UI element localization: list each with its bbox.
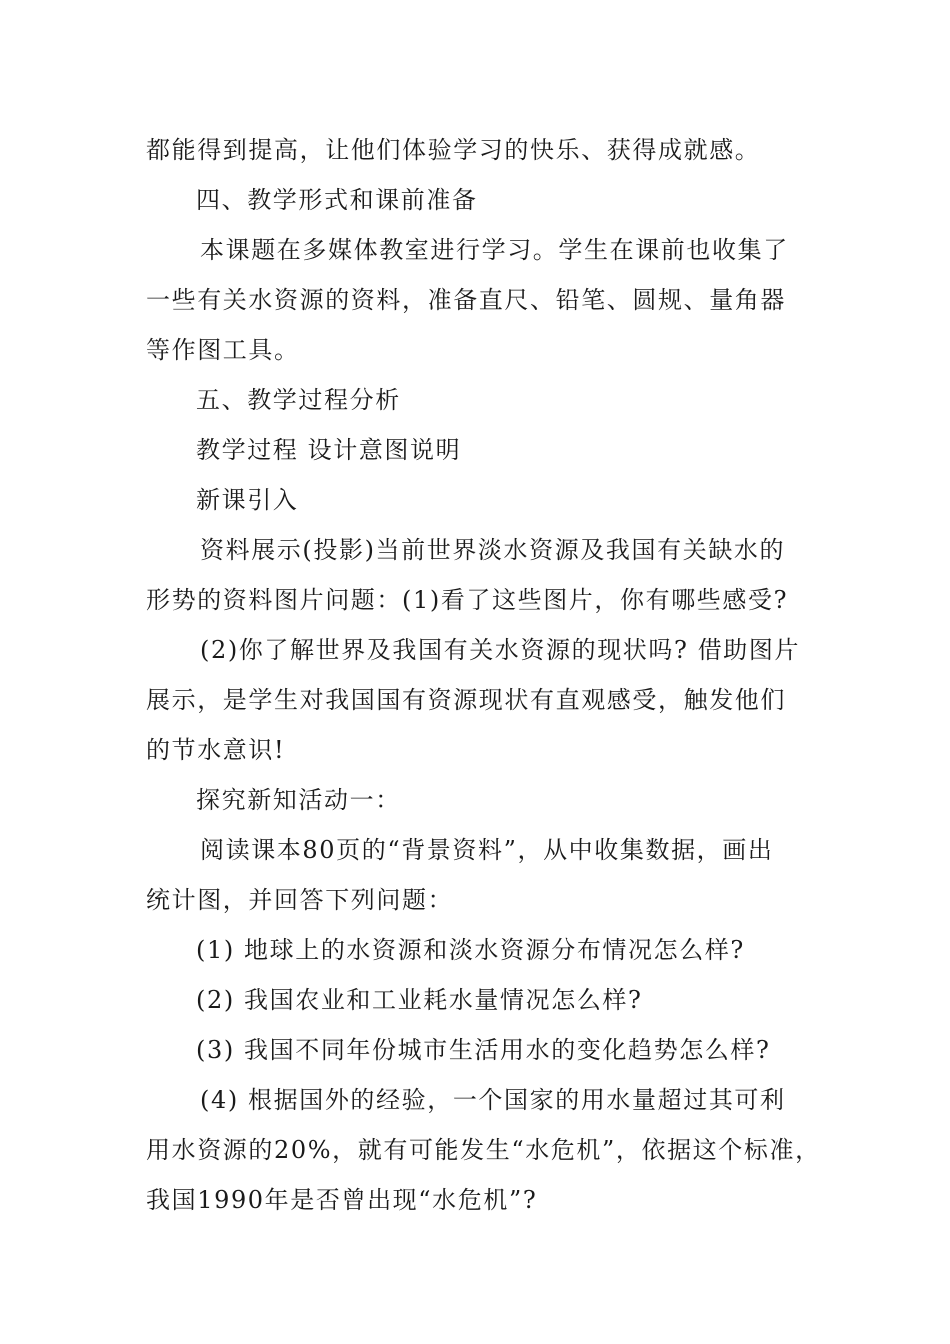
paragraph-line: 探究新知活动一： [196,786,401,814]
paragraph-line: 展示，是学生对我国国有资源现状有直观感受，触发他们 [146,686,786,714]
paragraph-line: 都能得到提高，让他们体验学习的快乐、获得成就感。 [146,136,761,164]
paragraph-line: 资料展示(投影)当前世界淡水资源及我国有关缺水的 [200,536,786,564]
list-item: (2) 我国农业和工业耗水量情况怎么样? [196,986,643,1014]
list-item: (3) 我国不同年份城市生活用水的变化趋势怎么样? [196,1036,771,1064]
list-item: (1) 地球上的水资源和淡水资源分布情况怎么样? [196,936,745,964]
paragraph-line: 新课引入 [196,486,299,514]
section-heading: 四、教学形式和课前准备 [196,186,478,214]
paragraph-line: 用水资源的20%，就有可能发生“水危机”，依据这个标准， [146,1136,821,1164]
paragraph-line: 的节水意识! [146,736,286,764]
paragraph-line: 形势的资料图片问题：(1)看了这些图片，你有哪些感受? [146,586,789,614]
list-item: (4) 根据国外的经验，一个国家的用水量超过其可利 [200,1086,786,1114]
paragraph-line: 教学过程 设计意图说明 [196,436,462,464]
paragraph-line: (2)你了解世界及我国有关水资源的现状吗? 借助图片 [200,636,801,664]
paragraph-line: 一些有关水资源的资料，准备直尺、铅笔、圆规、量角器 [146,286,786,314]
paragraph-line: 等作图工具。 [146,336,300,364]
paragraph-line: 本课题在多媒体教室进行学习。学生在课前也收集了 [200,236,789,264]
paragraph-line: 统计图，并回答下列问题： [146,886,454,914]
section-heading: 五、教学过程分析 [196,386,401,414]
paragraph-line: 阅读课本80页的“背景资料”，从中收集数据，画出 [200,836,774,864]
paragraph-line: 我国1990年是否曾出现“水危机”? [146,1186,538,1214]
